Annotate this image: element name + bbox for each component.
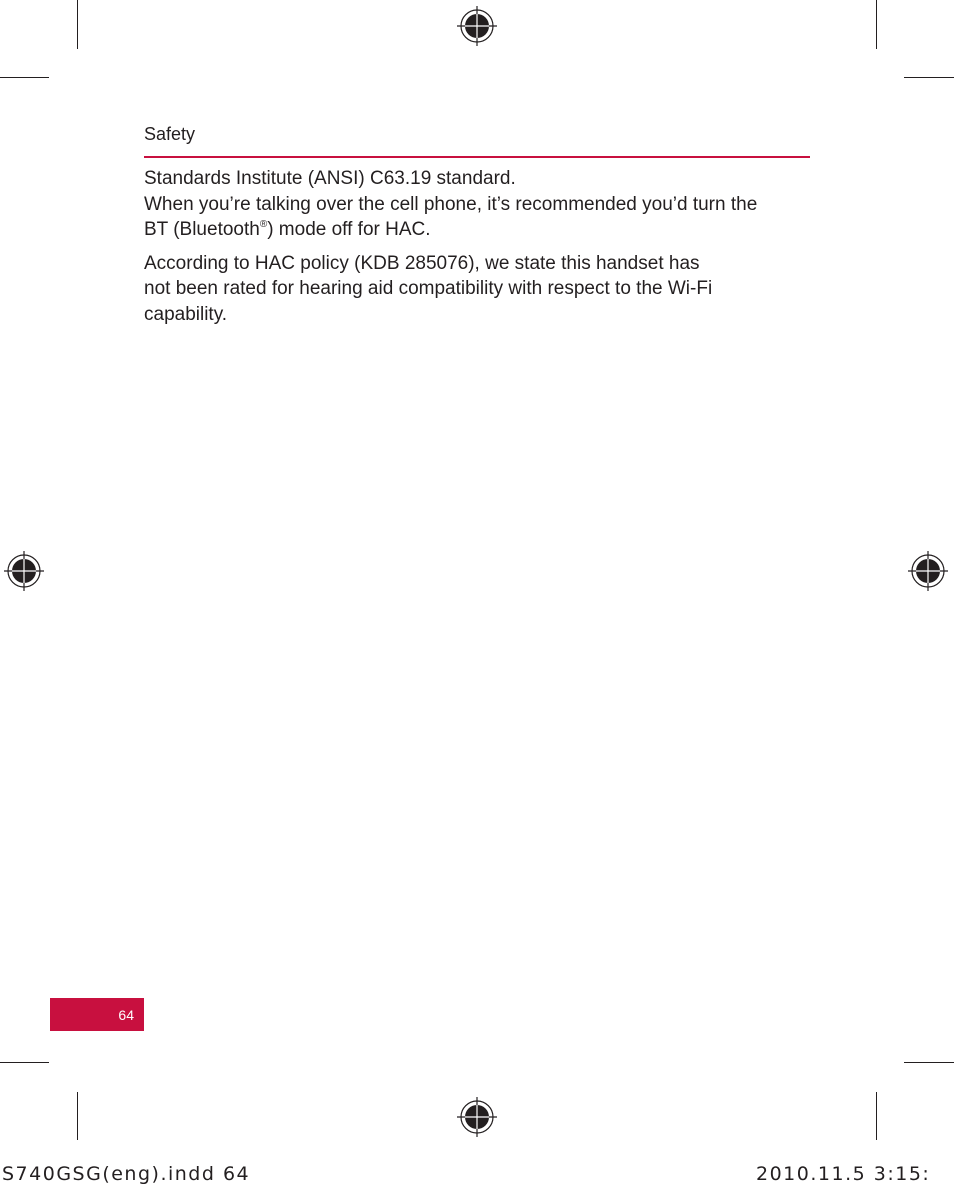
crop-mark-bottom-left-vertical (77, 1092, 78, 1140)
registration-mark-bottom-icon (457, 1097, 497, 1137)
crop-mark-bottom-right-horizontal (904, 1062, 954, 1063)
registration-mark-left-icon (4, 551, 44, 591)
section-title-rule (144, 156, 810, 158)
registration-mark-top-icon (457, 6, 497, 46)
body-paragraph-line: According to HAC policy (KDB 285076), we state this handset has (144, 252, 700, 274)
page-number-tab (50, 998, 144, 1031)
crop-mark-top-right-horizontal (904, 77, 954, 78)
body-paragraph-line: capability. (144, 303, 228, 325)
print-slug-datetime: 2010.11.5 3:15: (756, 1163, 931, 1185)
page-number: 64 (118, 1007, 134, 1023)
crop-mark-top-right-vertical (876, 0, 877, 49)
body-paragraph-line: When you’re talking over the cell phone, it’s recommended you’d turn the (144, 193, 758, 215)
body-paragraph-line: Standards Institute (ANSI) C63.19 standard. (144, 168, 516, 189)
crop-mark-top-left-vertical (77, 0, 78, 49)
crop-mark-bottom-left-horizontal (0, 1062, 49, 1063)
crop-mark-bottom-right-vertical (876, 1092, 877, 1140)
bluetooth-text: BT (Bluetooth (144, 219, 260, 240)
print-slug-filename: S740GSG(eng).indd 64 (2, 1163, 251, 1185)
registration-mark-right-icon (908, 551, 948, 591)
body-paragraph-line: not been rated for hearing aid compatibility with respect to the Wi-Fi (144, 278, 713, 299)
section-title: Safety (144, 124, 196, 144)
body-paragraph-line-bluetooth (144, 217, 824, 243)
registered-trademark-symbol: ® (259, 219, 268, 230)
crop-mark-top-left-horizontal (0, 77, 49, 78)
body-text (144, 166, 824, 327)
hac-text: ) mode off for HAC. (267, 219, 431, 240)
